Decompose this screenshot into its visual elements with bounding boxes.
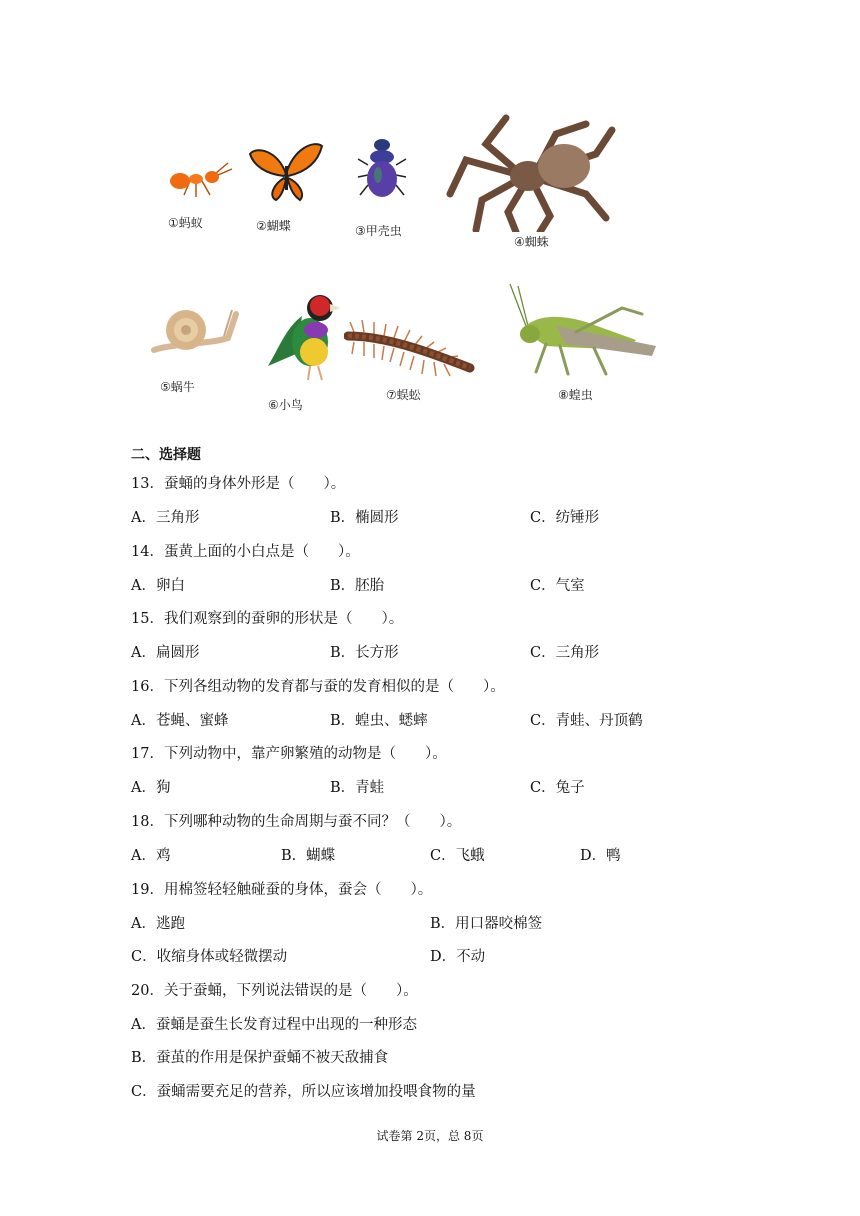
- question-17: 17．下列动物中，靠产卵繁殖的动物是（ ）。: [131, 746, 447, 762]
- figure-caption: ②蝴蝶: [256, 219, 291, 233]
- centipede-figure: [344, 318, 480, 378]
- option-c: C．青蛙、丹顶鹤: [530, 713, 643, 729]
- butterfly-figure: [248, 140, 324, 204]
- question-16: 16．下列各组动物的发育都与蚕的发育相似的是（ ）。: [131, 679, 505, 695]
- option-b: B．青蛙: [330, 780, 385, 796]
- option-c: C．气室: [530, 578, 585, 594]
- option-b: B．椭圆形: [330, 510, 399, 526]
- figure-caption: ④蜘蛛: [514, 235, 549, 249]
- option-a: A．卵白: [131, 578, 185, 594]
- question-20: 20．关于蚕蛹，下列说法错误的是（ ）。: [131, 983, 418, 999]
- option-a: A．逃跑: [131, 916, 185, 932]
- option-c: C．纺锤形: [530, 510, 600, 526]
- option-a: A．狗: [131, 780, 171, 796]
- snail-figure: [150, 304, 240, 354]
- beetle-figure: [356, 135, 408, 207]
- option-d: D．鸭: [580, 848, 621, 864]
- grasshopper-figure: [506, 282, 662, 380]
- option-b: B．长方形: [330, 645, 399, 661]
- option-c: C．蚕蛹需要充足的营养，所以应该增加投喂食物的量: [131, 1084, 476, 1100]
- question-13: 13．蚕蛹的身体外形是（ ）。: [131, 476, 346, 492]
- figure-caption: ⑧蝗虫: [558, 388, 593, 402]
- option-a: A．蚕蛹是蚕生长发育过程中出现的一种形态: [131, 1017, 417, 1033]
- bird-figure: [266, 292, 342, 384]
- ant-figure: [166, 155, 238, 205]
- figure-caption: ①蚂蚁: [168, 216, 203, 230]
- option-c: C．兔子: [530, 780, 585, 796]
- option-b: B．蝗虫、蟋蟀: [330, 713, 428, 729]
- figure-caption: ⑥小鸟: [268, 398, 303, 412]
- option-b: B．胚胎: [330, 578, 385, 594]
- section-title: 二、选择题: [131, 447, 201, 463]
- spider-figure: [446, 114, 616, 232]
- option-b: B．蚕茧的作用是保护蚕蛹不被天敌捕食: [131, 1050, 389, 1066]
- question-18: 18．下列哪种动物的生命周期与蚕不同？（ ）。: [131, 814, 462, 830]
- figure-caption: ⑤蜗牛: [160, 380, 195, 394]
- option-a: A．鸡: [131, 848, 171, 864]
- figure-caption: ③甲壳虫: [355, 224, 402, 238]
- option-b: B．用口器咬棉签: [430, 916, 543, 932]
- option-c: C．收缩身体或轻微摆动: [131, 949, 288, 965]
- question-14: 14．蛋黄上面的小白点是（ ）。: [131, 544, 360, 560]
- option-a: A．三角形: [131, 510, 200, 526]
- question-15: 15．我们观察到的蚕卵的形状是（ ）。: [131, 611, 404, 627]
- option-a: A．扁圆形: [131, 645, 200, 661]
- option-c: C．飞蛾: [430, 848, 485, 864]
- figure-caption: ⑦蜈蚣: [386, 388, 421, 402]
- page-footer: 试卷第 2页，总 8页: [376, 1129, 484, 1143]
- question-19: 19．用棉签轻轻触碰蚕的身体，蚕会（ ）。: [131, 882, 433, 898]
- option-a: A．苍蝇、蜜蜂: [131, 713, 229, 729]
- option-b: B．蝴蝶: [281, 848, 336, 864]
- option-d: D．不动: [430, 949, 486, 965]
- option-c: C．三角形: [530, 645, 600, 661]
